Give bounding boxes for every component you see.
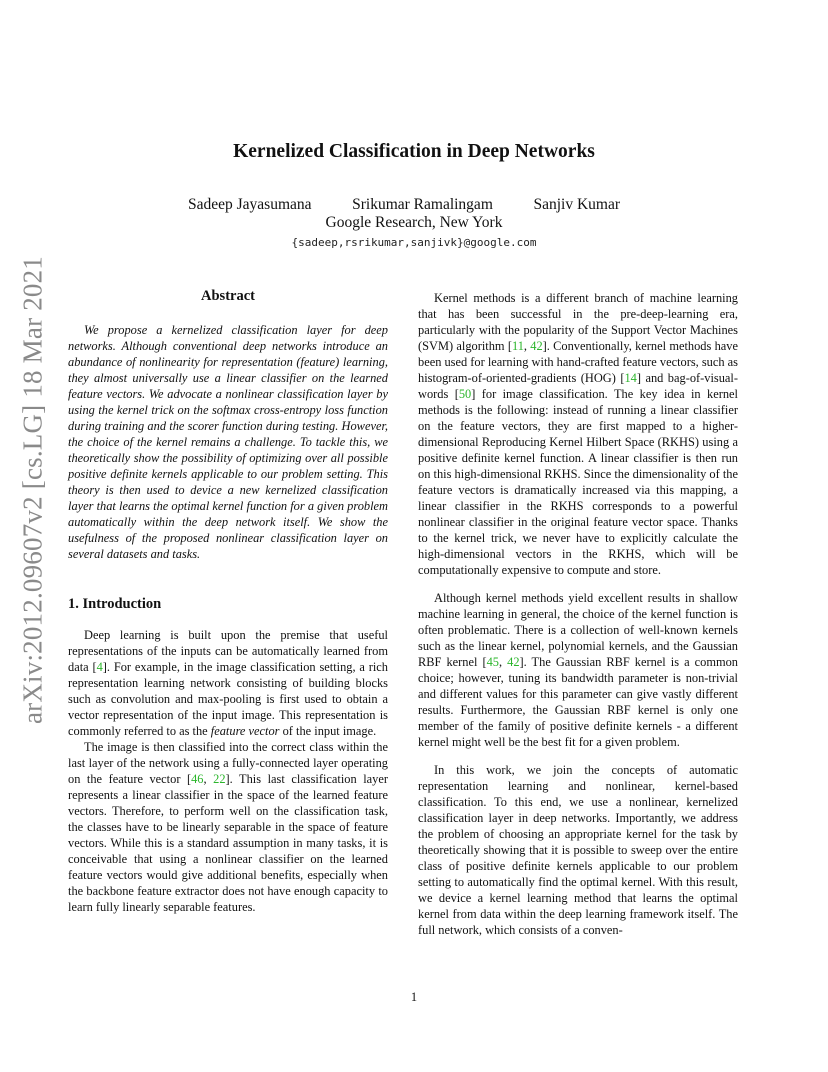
arxiv-sidebar <box>10 255 56 725</box>
arxiv-identifier: arXiv:2012.09607v2 [cs.LG] 18 Mar 2021 <box>17 255 48 725</box>
author-name: Srikumar Ramalingam <box>352 196 493 213</box>
citation-link[interactable]: 46 <box>191 772 204 786</box>
body-paragraph: In this work, we join the concepts of automatic representation learning and nonlinear, kernel-based classification. To this end, we use a nonlinear, kernelized classification layer in deep networks. Importantly, we address the problem of choosing an appropriate kernel for the task by theoretically showing that it is possible to sweep over the entire class of positive definite kernels applicable to our problem setting to automatically find the optimal kernel. With this result, we device a kernel learning method that learns the optimal kernel from data within the deep learning framework itself. The full network, which consists of a conven- <box>418 763 738 937</box>
introduction-heading: 1. Introduction <box>68 596 162 612</box>
citation-link[interactable]: 42 <box>507 655 520 669</box>
citation-link[interactable]: 11 <box>511 339 524 353</box>
author-list <box>188 196 620 214</box>
affiliation: Google Research, New York <box>325 214 503 231</box>
page-number: 1 <box>410 990 418 1004</box>
right-column <box>418 290 738 938</box>
citation-link[interactable]: 4 <box>96 660 103 674</box>
author-emails: {sadeep,rsrikumar,sanjivk}@google.com <box>291 236 537 249</box>
intro-paragraph: Deep learning is built upon the premise that useful representations of the inputs can be automatically learned from data [4]. For example, in the image classification setting, a rich representation learning network consisting of building blocks such as convolution and max-pooling is first used to obtain a vector representation of the input image. This representation is commonly referred to as the feature vector of the input image. <box>68 628 388 738</box>
author-name: Sadeep Jayasumana <box>188 196 312 213</box>
citation-link[interactable]: 50 <box>458 387 472 401</box>
body-paragraph: Kernel methods is a different branch of machine learning that has been successful in the pre-deep-learning era, particularly with the popularity of the Support Vector Machines (SVM) algorithm [11, 42]. Conventionally, kernel methods have been used for learning with hand-crafted feature vectors, such as histogram-of-oriented-gradients (HOG) [14] and bag-of-visual-words [50] for image classification. The key idea in kernel methods is the following: instead of running a linear classifier on the feature vectors, they are first mapped to a higher-dimensional Reproducing Kernel Hilbert Space (RKHS) using a positive definite kernel function. A linear classifier is then run on this high-dimensional RKHS. Since the dimensionality of the feature vectors is dramatically increased via this mapping, a linear classifier in the RKHS corresponds to a powerful nonlinear classifier in the original feature vector space. Thanks to the kernel trick, we never have to explicitly calculate the high-dimensional vectors in the RKHS, which will be computationally expensive to compute and store. <box>418 291 738 577</box>
abstract-text: We propose a kernelized classification layer for deep networks. Although conventional deep networks introduce an abundance of nonlinearity for representation (feature) learning, they almost universally use a linear classifier on the learned feature vectors. We advocate a nonlinear classification layer by using the kernel trick on the softmax cross-entropy loss function during training and the scorer function during testing. However, the choice of the kernel remains a challenge. To tackle this, we theoretically show the possibility of optimizing over all possible positive definite kernels applicable to our problem setting. This theory is then used to device a new kernelized classification layer that learns the optimal kernel function for a given problem automatically within the deep network itself. We show the usefulness of the proposed nonlinear classification layer on several datasets and tasks. <box>68 323 388 561</box>
paper-title: Kernelized Classification in Deep Networks <box>233 141 595 162</box>
citation-link[interactable]: 45 <box>486 655 499 669</box>
abstract-heading: Abstract <box>201 288 255 304</box>
citation-link[interactable]: 22 <box>213 772 226 786</box>
author-name: Sanjiv Kumar <box>533 196 620 213</box>
intro-paragraph: The image is then classified into the correct class within the last layer of the network using a fully-connected layer operating on the feature vector [46, 22]. This last classification layer represents a linear classifier in the space of the learned feature vectors. Therefore, to perform well on the classification task, the classes have to be linearly separable in the space of feature vectors. While this is a standard assumption in many tasks, it is conceivable that using a nonlinear classifier on the learned feature vectors would give additional benefits, especially when the backbone feature extractor does not have enough capacity to learn fully linearly separable features. <box>68 740 388 914</box>
body-paragraph: Although kernel methods yield excellent results in shallow machine learning in general, the choice of the kernel function is often problematic. There is a collection of well-known kernels such as the linear kernel, polynomial kernels, and the Gaussian RBF kernel [45, 42]. The Gaussian RBF kernel is a common choice; however, tuning its bandwidth parameter is non-trivial and different values for this parameter can give vastly different results. Furthermore, the Gaussian RBF kernel is only one member of the family of positive definite kernels - a different kernel might well be the best fit for a given problem. <box>418 591 738 749</box>
citation-link[interactable]: 42 <box>530 339 543 353</box>
left-column <box>68 288 388 915</box>
citation-link[interactable]: 14 <box>624 371 637 385</box>
